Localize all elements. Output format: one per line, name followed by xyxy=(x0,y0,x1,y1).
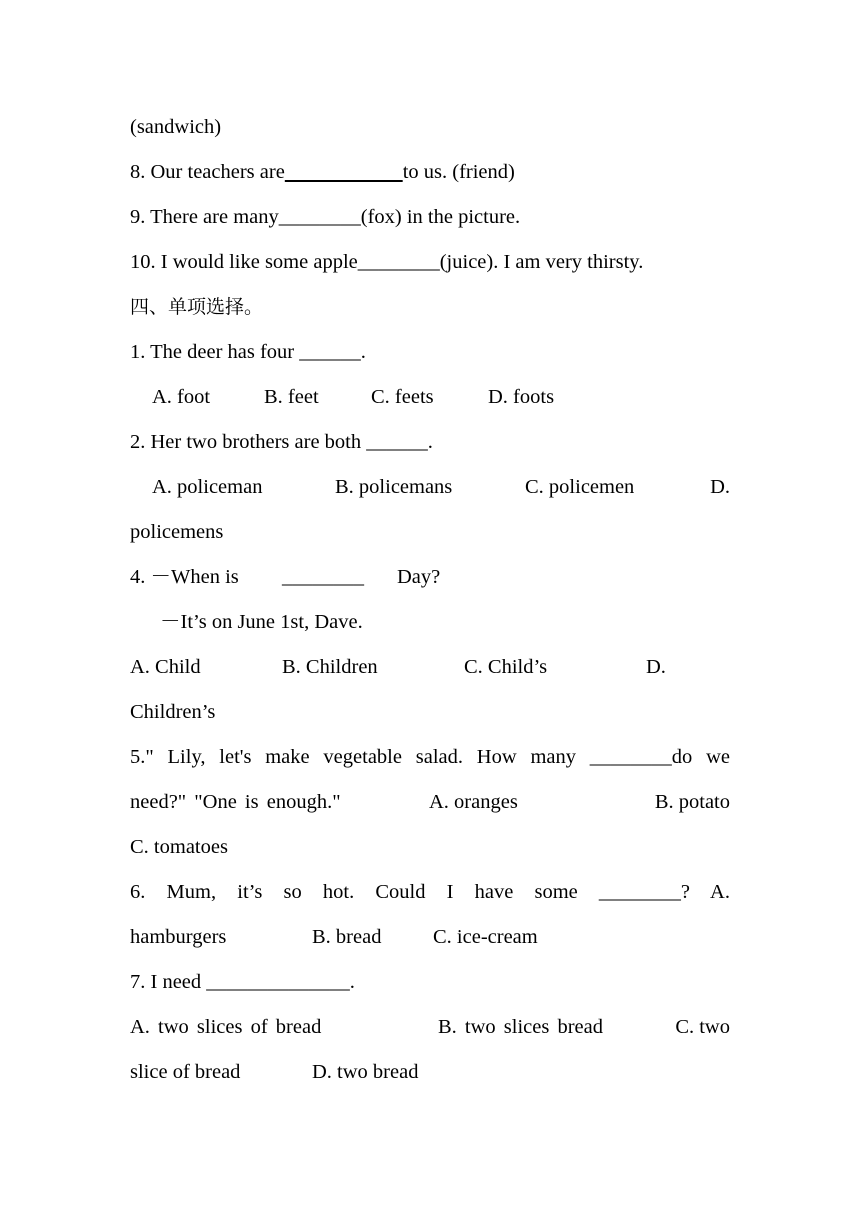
mc-question-4-reply xyxy=(130,600,730,645)
mc-question-5-cont xyxy=(130,780,730,825)
mc-question-4-options-cont xyxy=(130,690,730,735)
question-8 xyxy=(130,150,730,195)
mc2-option-c: C. policemen xyxy=(525,476,635,498)
mc7-option-a: A. two slices of bread xyxy=(130,1016,322,1038)
mc-question-4 xyxy=(130,555,730,600)
section-title: 四、单项选择。 xyxy=(130,296,264,318)
question-10 xyxy=(130,240,730,285)
mc7-option-c-text: slice of bread xyxy=(130,1061,241,1083)
mc6-option-c: C. ice-cream xyxy=(433,926,538,948)
mc4-option-b: B. Children xyxy=(282,656,378,678)
mc1-text: 1. The deer has four ______. xyxy=(130,341,366,363)
line-sandwich-hint xyxy=(130,105,730,150)
mc5-text: 5." Lily, let's make vegetable salad. How many ________do we xyxy=(130,746,730,768)
mc-question-1-options xyxy=(130,375,730,420)
q8-text: 8. Our teachers are xyxy=(130,161,285,183)
mc1-option-d: D. foots xyxy=(488,386,555,408)
question-9 xyxy=(130,195,730,240)
mc4-option-d: D. xyxy=(646,656,666,678)
mc4-option-c: C. Child’s xyxy=(464,656,548,678)
mc4-reply: －It’s on June 1st, Dave. xyxy=(160,611,363,633)
mc-question-5 xyxy=(130,735,730,780)
mc7-option-c: C. two xyxy=(675,1016,730,1038)
mc5-option-c: C. tomatoes xyxy=(130,836,228,858)
mc-question-4-options xyxy=(130,645,730,690)
mc-question-2 xyxy=(130,420,730,465)
mc4-option-a: A. Child xyxy=(130,656,201,678)
section-heading xyxy=(130,285,730,330)
text-sandwich: (sandwich) xyxy=(130,116,222,138)
mc2-option-b: B. policemans xyxy=(335,476,453,498)
mc2-text: 2. Her two brothers are both ______. xyxy=(130,431,433,453)
mc4-option-d-text: Children’s xyxy=(130,701,216,723)
mc5-option-a: A. oranges xyxy=(429,791,518,813)
mc1-option-a: A. foot xyxy=(152,386,211,408)
mc4-text-end: Day? xyxy=(397,566,441,588)
q8-blank xyxy=(285,150,403,195)
mc2-option-d-text: policemens xyxy=(130,521,224,543)
mc-question-7 xyxy=(130,960,730,1005)
mc6-option-b: B. bread xyxy=(312,926,382,948)
mc6-text: 6. Mum, it’s so hot. Could I have some ________? A. xyxy=(130,881,730,903)
mc7-text: 7. I need ______________. xyxy=(130,971,355,993)
mc-question-6-options xyxy=(130,915,730,960)
mc7-option-b: B. two slices bread xyxy=(438,1016,603,1038)
q10-text: 10. I would like some apple________(juice). I am very thirsty. xyxy=(130,251,644,273)
mc2-option-a: A. policeman xyxy=(152,476,263,498)
mc4-blank: ________ xyxy=(282,566,364,588)
mc4-text: 4. －When is xyxy=(130,566,239,588)
mc5-text-cont: need?" "One is enough." xyxy=(130,791,341,813)
mc7-option-d: D. two bread xyxy=(312,1061,419,1083)
q9-text: 9. There are many________(fox) in the picture. xyxy=(130,206,521,228)
mc-question-1 xyxy=(130,330,730,375)
mc5-option-b: B. potato xyxy=(654,791,730,813)
mc2-option-d: D. xyxy=(710,476,730,498)
mc6-option-a-text: hamburgers xyxy=(130,926,227,948)
q8-text-end: to us. (friend) xyxy=(402,161,515,183)
mc-question-7-options xyxy=(130,1005,730,1050)
mc-question-2-options-cont xyxy=(130,510,730,555)
mc1-option-c: C. feets xyxy=(371,386,434,408)
mc-question-2-options xyxy=(130,465,730,510)
mc1-option-b: B. feet xyxy=(264,386,319,408)
mc-question-5-options-cont xyxy=(130,825,730,870)
mc-question-7-options-cont xyxy=(130,1050,730,1095)
mc-question-6 xyxy=(130,870,730,915)
